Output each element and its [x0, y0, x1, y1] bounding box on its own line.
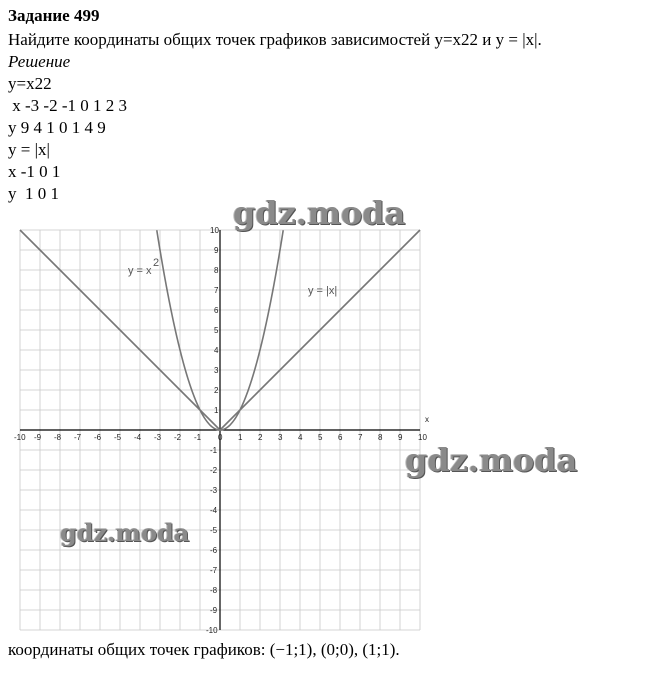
y-tick-label: -1: [210, 446, 218, 455]
x-axis-label: x: [425, 415, 429, 424]
y-tick-label: 3: [214, 366, 219, 375]
x-tick-label: -4: [134, 433, 142, 442]
y-tick-label: -5: [210, 526, 218, 535]
watermark-left: gdz.moda: [60, 518, 190, 547]
watermark-right: gdz.moda: [405, 441, 578, 479]
abs-y-row: y 1 0 1: [8, 184, 59, 203]
parabola-formula: y=x22: [8, 74, 52, 93]
x-tick-label: 10: [418, 433, 427, 442]
abs-x-row: x -1 0 1: [8, 162, 61, 181]
y-tick-label: 2: [214, 386, 219, 395]
watermark-top: gdz.moda: [233, 194, 406, 232]
x-tick-label: 3: [278, 433, 283, 442]
y-tick-label: -10: [206, 626, 218, 635]
x-tick-label: -7: [74, 433, 82, 442]
y-tick-label: 8: [214, 266, 219, 275]
y-tick-label: 4: [214, 346, 219, 355]
x-tick-label: -6: [94, 433, 102, 442]
x-tick-label: -1: [194, 433, 202, 442]
x-tick-label: -2: [174, 433, 182, 442]
y-tick-label: 6: [214, 306, 219, 315]
y-tick-label: -6: [210, 546, 218, 555]
x-tick-label: 8: [378, 433, 383, 442]
parabola-label-exponent: 2: [153, 257, 160, 269]
abs-label: y = |x|: [308, 285, 338, 297]
x-tick-label: -8: [54, 433, 62, 442]
parabola-label: y = x: [128, 265, 152, 277]
y-tick-label: -9: [210, 606, 218, 615]
y-tick-label: -3: [210, 486, 218, 495]
x-tick-label: 9: [398, 433, 403, 442]
answer-text: координаты общих точек графиков: (−1;1), (0;0), (1;1).: [8, 640, 400, 659]
y-tick-label: -2: [210, 466, 218, 475]
task-statement: Найдите координаты общих точек графиков зависимостей y=x22 и y = |x|.: [8, 30, 542, 49]
series-labels: [128, 257, 337, 297]
y-tick-label: -4: [210, 506, 218, 515]
y-tick-label: 1: [214, 406, 219, 415]
y-tick-label: -8: [210, 586, 218, 595]
y-tick-label: 5: [214, 326, 219, 335]
x-tick-label: 6: [338, 433, 343, 442]
solution-heading: Решение: [8, 52, 71, 71]
parabola-x-row: x -3 -2 -1 0 1 2 3: [8, 96, 127, 115]
x-tick-label: 1: [238, 433, 243, 442]
x-tick-label: -3: [154, 433, 162, 442]
x-tick-label: -10: [14, 433, 26, 442]
abs-formula: y = |x|: [8, 140, 50, 159]
x-tick-label: 5: [318, 433, 323, 442]
y-tick-label: 7: [214, 286, 219, 295]
x-tick-label: 4: [298, 433, 303, 442]
y-tick-label: 9: [214, 246, 219, 255]
y-tick-label: -7: [210, 566, 218, 575]
x-tick-label: -9: [34, 433, 42, 442]
x-tick-label: -5: [114, 433, 122, 442]
x-tick-label: 2: [258, 433, 263, 442]
x-tick-label: 7: [358, 433, 363, 442]
parabola-y-row: y 9 4 1 0 1 4 9: [8, 118, 106, 137]
x-tick-label: 0: [218, 433, 223, 442]
task-title: Задание 499: [8, 6, 100, 25]
y-tick-label: 10: [210, 226, 219, 235]
